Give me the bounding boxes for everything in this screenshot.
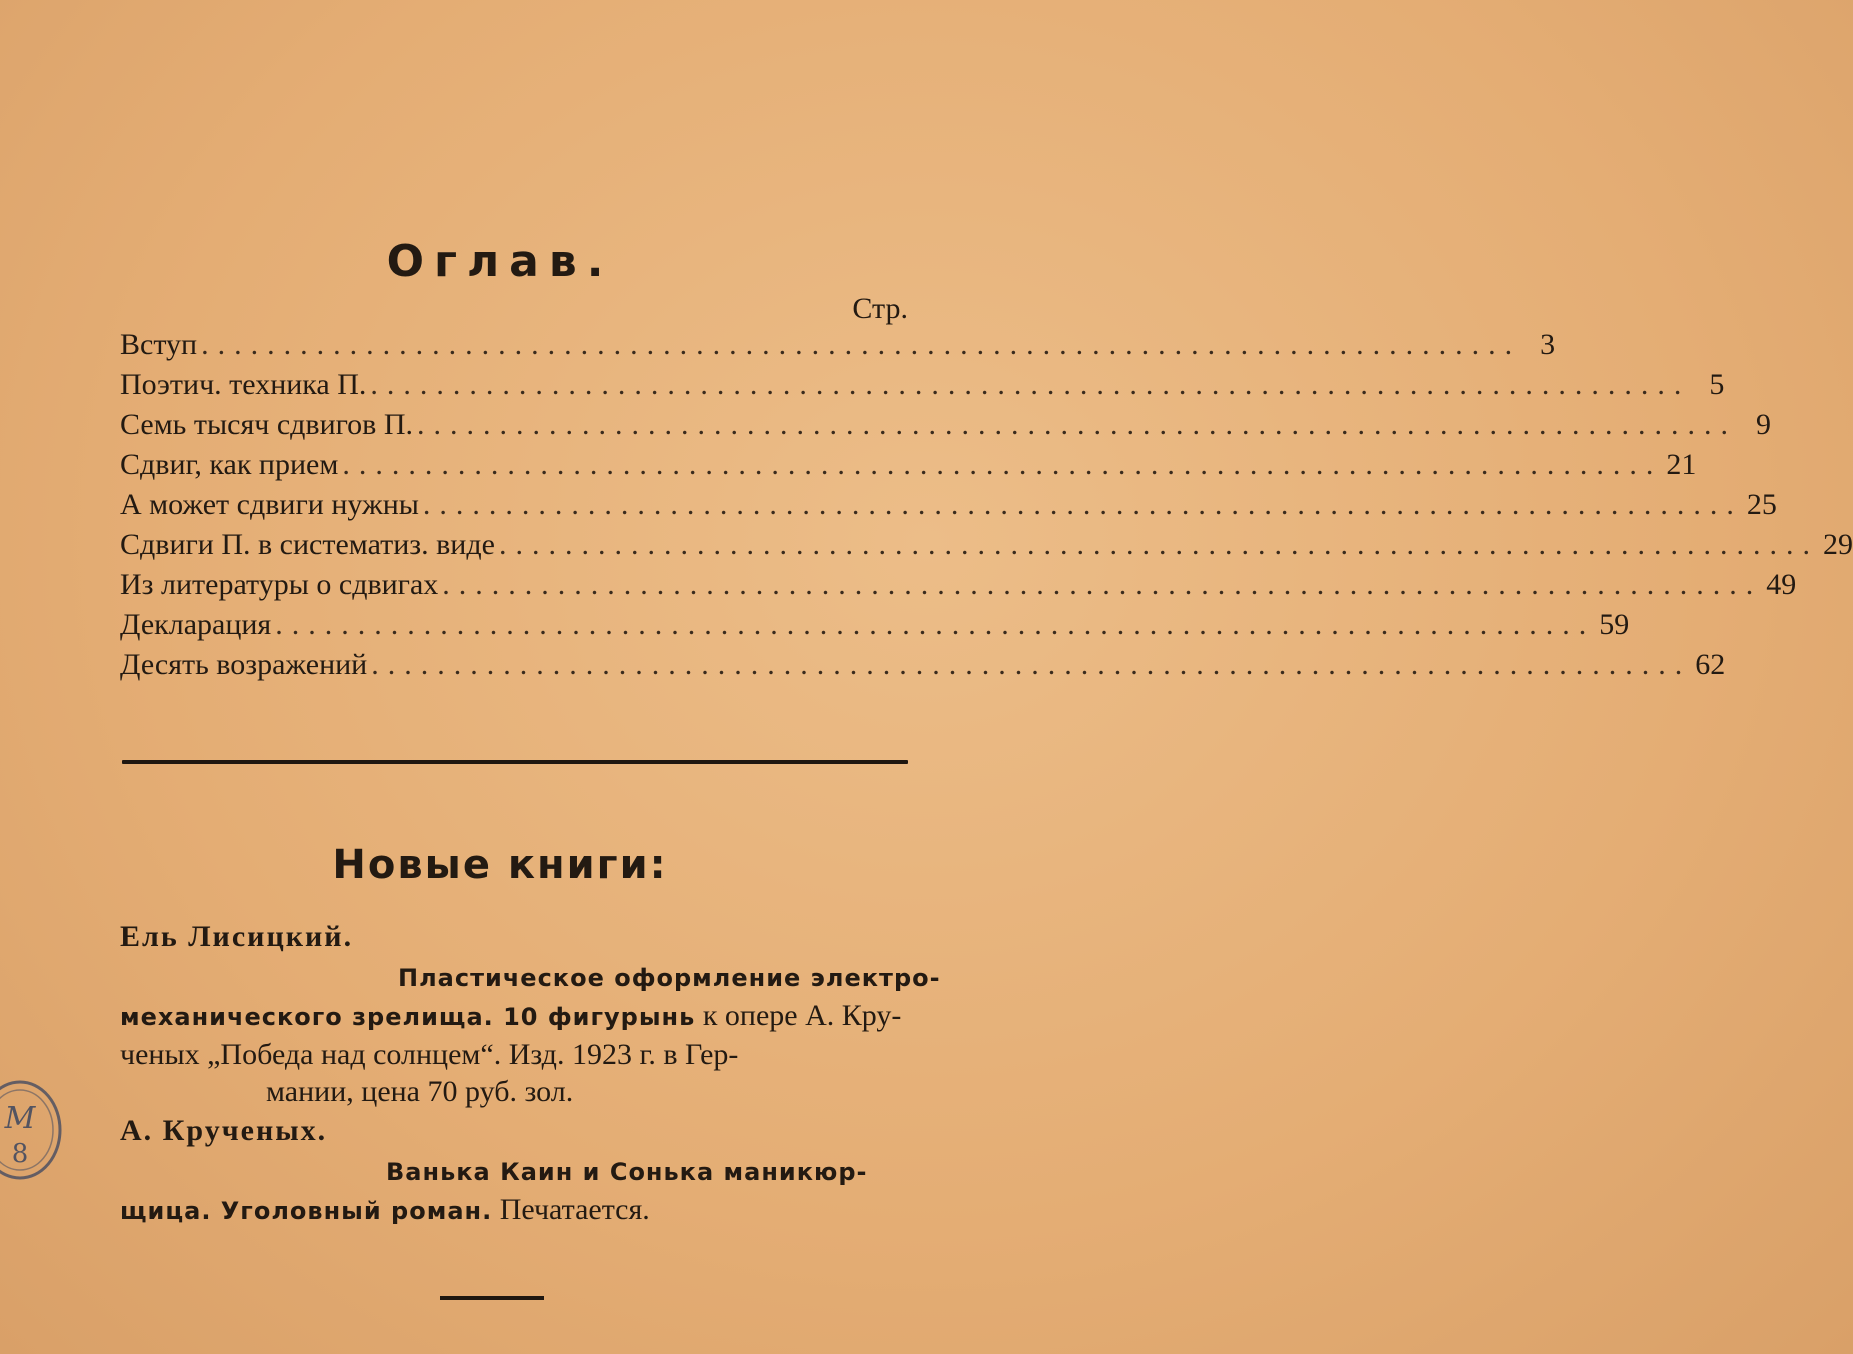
toc-entry-label: Поэтич. техника П.	[120, 368, 367, 401]
book-title-text: механического зрелища. 10 фигурынь	[120, 1003, 696, 1031]
end-divider	[440, 1296, 544, 1300]
toc-entry-page: 21	[1666, 448, 1697, 481]
toc-leader-dots: ................................................................................	[275, 608, 1596, 641]
book-title-text: Ванька Каин и Сонька маникюр-	[386, 1158, 868, 1186]
toc-entry-page: 25	[1746, 488, 1777, 521]
toc-entry-label: Семь тысяч сдвигов П.	[120, 408, 414, 441]
toc-entry-page: 3	[1540, 328, 1556, 361]
toc-leader-dots: ................................................................................	[370, 368, 1691, 401]
toc-leader-dots: ................................................................................	[422, 488, 1743, 521]
toc-entry	[120, 408, 1772, 448]
toc-entry-page: 29	[1822, 528, 1853, 561]
toc-entry	[120, 648, 1726, 688]
toc-entry	[120, 568, 1797, 608]
new-books-title: Новые книги:	[332, 842, 668, 888]
toc-entry-page: 9	[1756, 408, 1772, 441]
book-description	[120, 1152, 910, 1230]
toc-entry-page: 59	[1599, 608, 1630, 641]
stamp-text-bottom: 8	[11, 1139, 29, 1169]
book-title-text: щица. Уголовный роман.	[120, 1197, 493, 1225]
book-author: А. Крученых.	[120, 1114, 328, 1147]
toc-title: Оглав.	[386, 236, 614, 287]
toc-entry	[120, 448, 1697, 488]
book-description-text: Печатается.	[492, 1193, 650, 1226]
toc-entry-label: А может сдвиги нужны	[120, 488, 419, 521]
section-divider	[122, 760, 908, 764]
toc-entry-label: Декларация	[120, 608, 272, 641]
toc-leader-dots: ................................................................................	[442, 568, 1763, 601]
book-author: Ель Лисицкий.	[120, 920, 354, 953]
toc-entry	[120, 328, 1556, 368]
library-stamp-icon	[0, 1078, 68, 1182]
toc-list	[120, 328, 1853, 688]
page-column-label: Стр.	[852, 292, 908, 325]
toc-entry	[120, 528, 1853, 568]
book-description-text: ченых „Победа над солнцем“. Изд. 1923 г. в Гер-	[120, 1038, 739, 1071]
toc-entry-label: Десять возражений	[120, 648, 368, 681]
toc-entry-page: 62	[1695, 648, 1726, 681]
toc-leader-dots: ................................................................................	[342, 448, 1663, 481]
stamp-text-top: М	[4, 1101, 36, 1136]
toc-entry	[120, 488, 1777, 528]
toc-leader-dots: ................................................................................	[371, 648, 1692, 681]
book-description-text: к опере А. Кру-	[695, 999, 902, 1032]
toc-leader-dots: ................................................................................	[201, 328, 1522, 361]
toc-entry-label: Сдвиг, как прием	[120, 448, 339, 481]
book-description-text: мании, цена 70 руб. зол.	[266, 1075, 574, 1108]
toc-entry-label: Вступ	[120, 328, 198, 361]
book-title-text: Пластическое оформление электро-	[398, 964, 941, 992]
toc-leader-dots: ................................................................................	[417, 408, 1738, 441]
toc-entry	[120, 608, 1630, 648]
toc-entry-label: Сдвиги П. в систематиз. виде	[120, 528, 495, 561]
toc-entry-label: Из литературы о сдвигах	[120, 568, 439, 601]
toc-entry-page: 5	[1709, 368, 1725, 401]
toc-entry-page: 49	[1766, 568, 1797, 601]
toc-leader-dots: ................................................................................	[498, 528, 1819, 561]
toc-entry	[120, 368, 1725, 408]
book-description	[120, 958, 941, 1110]
